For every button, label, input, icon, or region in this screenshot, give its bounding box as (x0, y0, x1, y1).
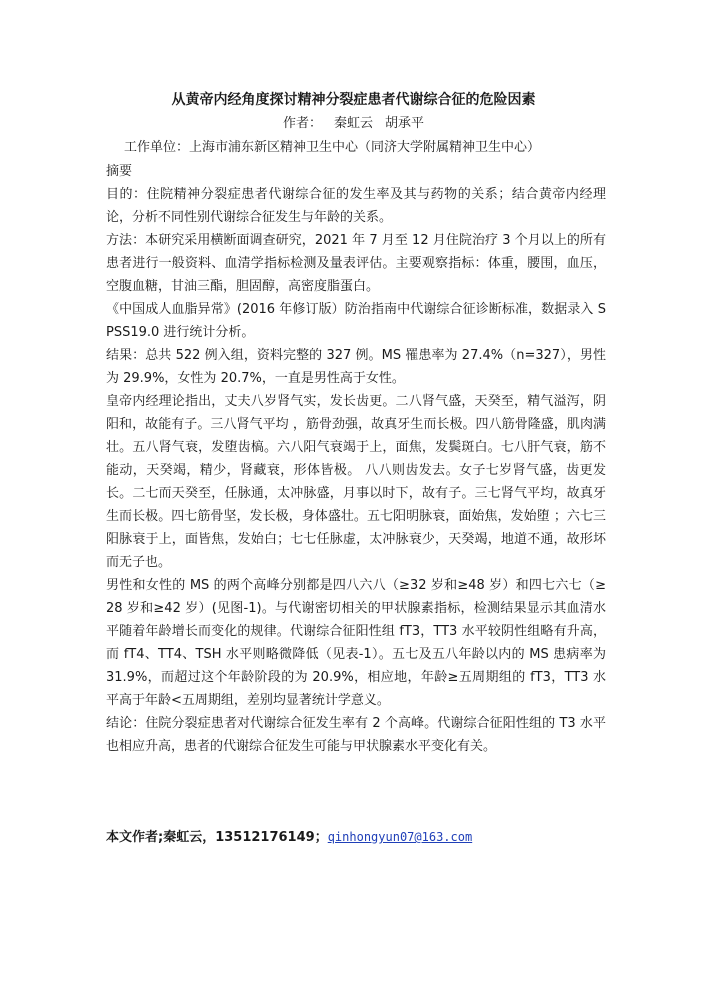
authors-label: 作者： 秦虹云 (282, 116, 373, 131)
abstract-body (106, 160, 606, 758)
abstract-conclusion: 结论：住院分裂症患者对代谢综合征发生率有 2 个高峰。代谢综合征阳性组的 T3 水平也相应升高，患者的代谢综合征发生可能与甲状腺素水平变化有关。 (106, 716, 606, 754)
abstract-findings: 男性和女性的 MS 的两个高峰分别都是四八六八（≥32 岁和≥48 岁）和四七六七（≥28 岁和≥42 岁）(见图-1)。与代谢密切相关的甲状腺素指标，检测结果显示其血清水平随着年龄增长而变化的规律。代谢综合征阳性组 fT3，TT3 水平较阴性组略有升高，而 fT4、TT4、TSH 水平则略微降低（见表-1）。五七及五八年龄以内的 MS 患病率为 31.9%，而超过这个年龄阶段的为 20.9%，相应地，年龄≥五周期组的 fT3，TT3 水平高于年龄<五周期组，差别均显著统计学意义。 (106, 578, 606, 708)
author-contact (106, 826, 626, 849)
author-line (0, 113, 707, 135)
contact-label: 本文作者;秦虹云，13512176149； (106, 830, 328, 845)
abstract-criteria: 《中国成人血脂异常》(2016 年修订版）防治指南中代谢综合征诊断标准，数据录入 SPSS19.0 进行统计分析。 (106, 302, 606, 340)
author-name-second: 胡承平 (385, 116, 425, 131)
affiliation-line: 工作单位：上海市浦东新区精神卫生中心（同济大学附属精神卫生中心） (124, 140, 541, 155)
abstract-methods: 方法：本研究采用横断面调查研究，2021 年 7 月至 12 月住院治疗 3 个月以上的所有患者进行一般资料、血清学指标检测及量表评估。主要观察指标：体重，腰围，血压，空腹血糖，甘油三酯，胆固醇，高密度脂蛋白。 (106, 233, 606, 294)
paper-title: 从黄帝内经角度探讨精神分裂症患者代谢综合征的危险因素 (171, 92, 536, 108)
abstract-theory: 皇帝内经理论指出，丈夫八岁肾气实，发长齿更。二八肾气盛，天癸至，精气溢泻，阴阳和，故能有子。三八肾气平均 ，筋骨劲强，故真牙生而长极。四八筋骨隆盛，肌肉满壮。五八肾气衰，发堕齿槁。六八阳气衰竭于上，面焦，发鬓斑白。七八肝气衰，筋不能动，天癸竭，精少，肾藏衰，形体皆极。 八八则齿发去。女子七岁肾气盛，齿更发长。二七而天癸至，任脉通，太冲脉盛，月事以时下，故有子。三七肾气平均，故真牙生而长极。四七筋骨坚，发长极，身体盛壮。五七阳明脉衰，面始焦，发始堕 ；六七三阳脉衰于上，面皆焦，发始白；七七任脉虚，太冲脉衰少，天癸竭，地道不通，故形坏而无子也。 (106, 394, 606, 570)
abstract-results: 结果：总共 522 例入组，资料完整的 327 例。MS 罹患率为 27.4%（n=327），男性为 29.9%，女性为 20.7%，一直是男性高于女性。 (106, 348, 606, 386)
abstract-heading: 摘要 (106, 164, 133, 179)
email-link[interactable]: qinhongyun07@163.com (327, 830, 473, 844)
abstract-objective: 目的：住院精神分裂症患者代谢综合征的发生率及其与药物的关系；结合黄帝内经理论，分析不同性别代谢综合征发生与年龄的关系。 (106, 187, 606, 225)
author-name-first: 秦虹云 (333, 116, 373, 131)
